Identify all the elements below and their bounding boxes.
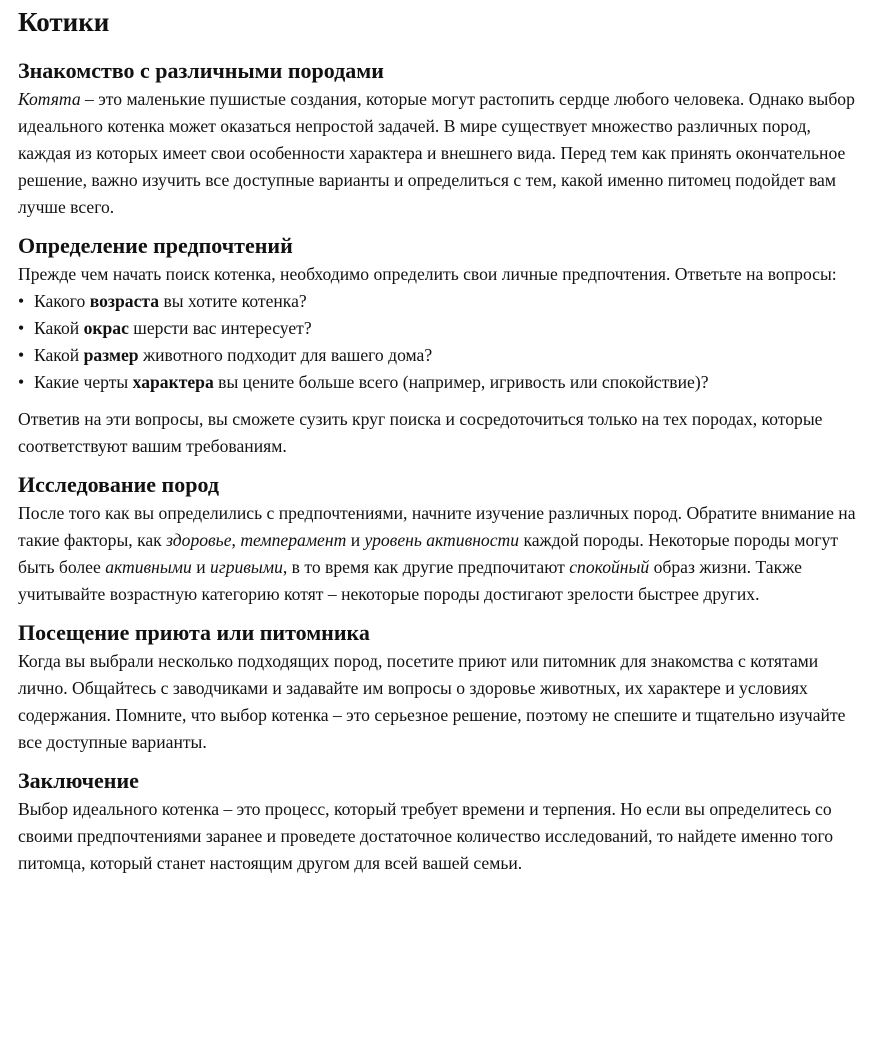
bold-text: размер [83, 345, 139, 365]
paragraph-text: После того как вы определились с предпочтениями, начните изучение различных пород. Обратите внимание на такие факторы, как [18, 503, 856, 550]
section-paragraph: Когда вы выбрали несколько подходящих пород, посетите приют или питомник для знакомства с котятами лично. Общайтесь с заводчиками и задавайте им вопросы о здоровье животных, их характере и условиях содержания. Помните, что выбор котенка – это серьезное решение, поэтому не спешите и тщательно изучайте все доступные варианты. [18, 651, 846, 752]
section-paragraph: Выбор идеального котенка – это процесс, который требует времени и терпения. Но если вы определитесь со своими предпочтениями заранее и проведете достаточное количество исследований, то найдете именно того питомца, который станет настоящим другом для всей вашей семьи. [18, 799, 834, 873]
bullet-icon: • [18, 345, 25, 365]
list-item-text: вы цените больше всего (например, игривость или спокойствие)? [213, 372, 709, 392]
paragraph-text: , в то время как другие предпочитают [282, 557, 570, 577]
section-heading: Посещение приюта или питомника [18, 620, 370, 645]
list-item-text: Какого [34, 291, 90, 311]
list-item-text: вы хотите котенка? [159, 291, 307, 311]
list-item-text: Какой [34, 345, 84, 365]
section-visit [18, 618, 866, 756]
paragraph-text: и [191, 557, 211, 577]
bold-text: окрас [83, 318, 129, 338]
list-item [18, 342, 866, 369]
bold-text: возраста [89, 291, 160, 311]
paragraph-text: и [346, 530, 365, 550]
bold-text: характера [132, 372, 214, 392]
list-item-text: Какой [34, 318, 84, 338]
list-item [18, 369, 866, 396]
list-item [18, 315, 866, 342]
section-paragraph [18, 500, 866, 608]
section-paragraph: Прежде чем начать поиск котенка, необходимо определить свои личные предпочтения. Ответьте на вопросы: [18, 264, 837, 284]
emphasis-text: Котята [18, 89, 81, 109]
paragraph-text: , [231, 530, 241, 550]
paragraph-text: – это маленькие пушистые создания, которые могут растопить сердце любого человека. Однако выбор идеального котенка может оказаться непростой задачей. В мире существует множество различных пород, каждая из которых имеет свои особенности характера и внешнего вида. Перед тем как принять окончательное решение, важно изучить все доступные варианты и определиться с тем, какой именно питомец подойдет вам лучше всего. [18, 89, 855, 217]
bullet-icon: • [18, 318, 25, 338]
page-title: Котики [18, 7, 110, 37]
paragraph-text: образ жизни. Также учитывайте возрастную категорию котят – некоторые породы достигают зрелости быстрее других. [18, 557, 802, 604]
section-conclusion [18, 766, 866, 877]
list-item-text: животного подходит для вашего дома? [138, 345, 433, 365]
emphasis-text: спокойный [569, 557, 650, 577]
emphasis-text: игривыми [210, 557, 283, 577]
section-paragraph [18, 86, 866, 221]
section-heading: Исследование пород [18, 472, 219, 497]
emphasis-text: уровень активности [364, 530, 520, 550]
list-item-text: шерсти вас интересует? [128, 318, 312, 338]
section-research [18, 470, 866, 608]
section-heading: Знакомство с различными породами [18, 58, 384, 83]
section-heading: Заключение [18, 768, 139, 793]
list-item-text: Какие черты [34, 372, 133, 392]
emphasis-text: темперамент [240, 530, 347, 550]
section-preferences [18, 231, 866, 460]
emphasis-text: здоровье [166, 530, 232, 550]
emphasis-text: активными [105, 557, 192, 577]
section-paragraph: Ответив на эти вопросы, вы сможете сузить круг поиска и сосредоточиться только на тех породах, которые соответствуют вашим требованиям. [18, 409, 823, 456]
list-item [18, 288, 866, 315]
section-breeds [18, 56, 866, 221]
paragraph-text: каждой породы. Некоторые породы могут быть более [18, 530, 839, 577]
question-list [18, 288, 866, 396]
bullet-icon: • [18, 372, 25, 392]
section-heading: Определение предпочтений [18, 233, 293, 258]
bullet-icon: • [18, 291, 25, 311]
